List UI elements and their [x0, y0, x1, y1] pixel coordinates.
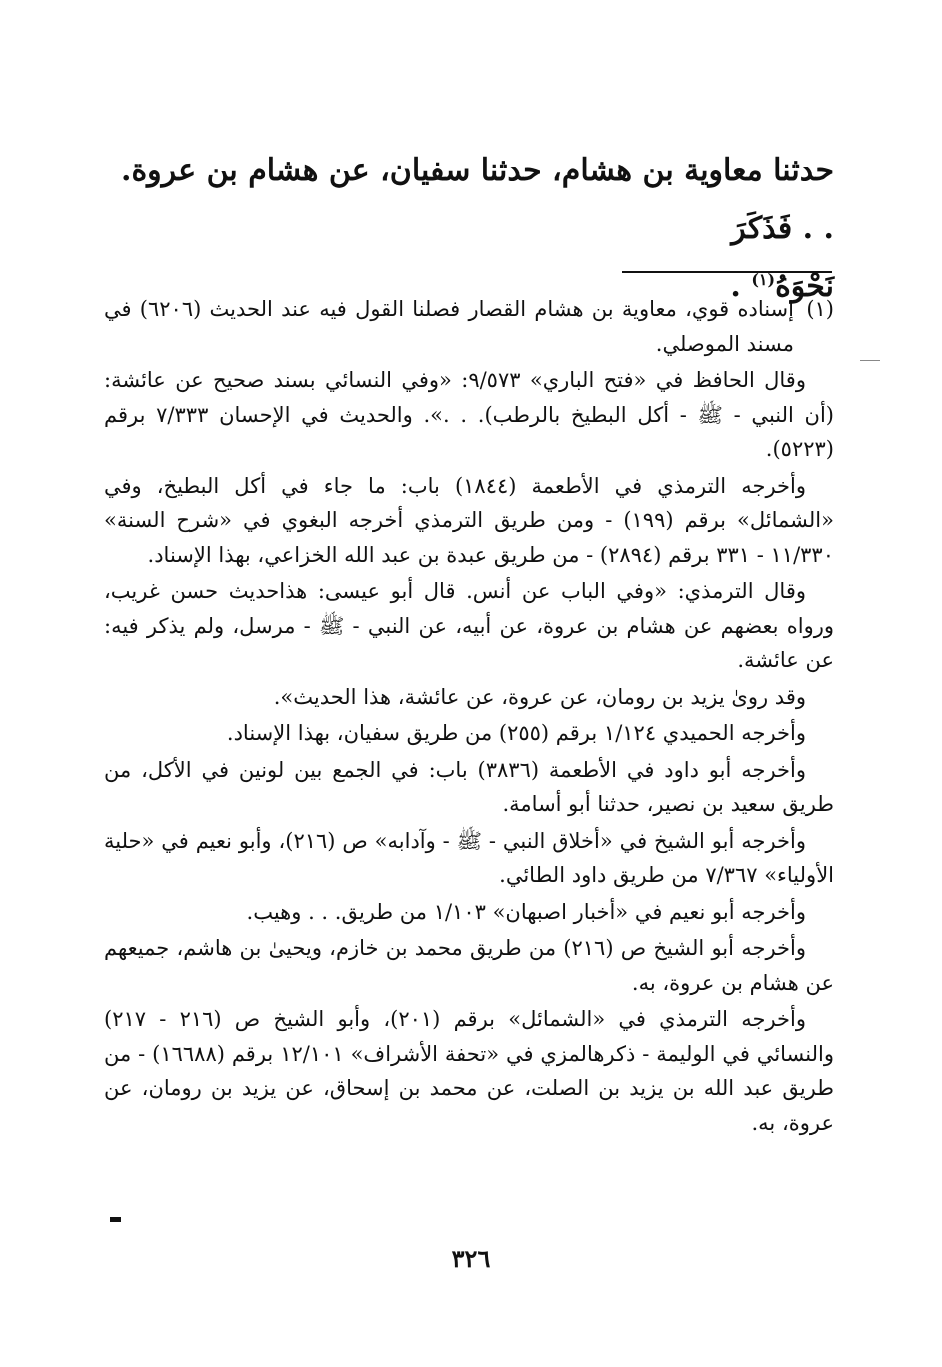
footnote-paragraph: وأخرجه الترمذي في الأطعمة (١٨٤٤) باب: ما جاء في أكل البطيخ، وفي «الشمائل» برقم (١٩٩) - ومن طريق الترمذي أخرجه البغوي في «شرح السنة» ١١/٣٣٠ - ٣٣١ برقم (٢٨٩٤) - من طريق عبدة بن عبد الله الخزاعي، بهذا الإسناد.: [104, 473, 834, 567]
page-number: ٣٢٦: [451, 1244, 491, 1273]
margin-mark: [110, 1217, 121, 1222]
footnote-number: (١): [806, 297, 834, 321]
scan-speck: [860, 360, 880, 361]
footnote-separator: [622, 271, 832, 273]
main-text-word: نَحْوَهُ: [775, 269, 834, 304]
footnote-1-text: إسناده قوي، معاوية بن هشام القصار فصلنا القول فيه عند الحديث (٦٢٠٦) في مسند الموصلي.: [104, 297, 794, 356]
main-text-line-1: حدثنا معاوية بن هشام، حدثنا سفيان، عن هشام بن عروة. . . فَذَكَرَ: [121, 153, 834, 246]
footnote-1: [104, 292, 834, 361]
footnote-paragraph: وقال الترمذي: «وفي الباب عن أنس. قال أبو عيسى: هذاحديث حسن غريب، ورواه بعضهم عن هشام بن عروة، عن أبيه، عن النبي - ﷺ - مرسل، ولم يذكر فيه: عن عائشة.: [104, 579, 834, 672]
footnote-paragraph: وأخرجه الحميدي ١/١٢٤ برقم (٢٥٥) من طريق سفيان، بهذا الإسناد.: [226, 721, 806, 745]
footnote-paragraph: وأخرجه أبو داود في الأطعمة (٣٨٣٦) باب: في الجمع بين لونين في الأكل، من طريق سعيد بن نصير، حدثنا أبو أسامة.: [104, 757, 834, 816]
footnotes: [104, 292, 834, 1142]
footnote-paragraph: وأخرجه الترمذي في «الشمائل» برقم (٢٠١)، وأبو الشيخ ص (٢١٦ - ٢١٧) والنسائي في الوليمة - ذكرهالمزي في «تحفة الأشراف» ١٢/١٠١ برقم (١٦٦٨٨) - من طريق عبد الله بن يزيد بن الصلت، عن محمد بن إسحاق، عن يزيد بن رومان، عن عروة، به.: [104, 1007, 835, 1135]
footnote-paragraph: وأخرجه أبو نعيم في «أخبار اصبهان» ١/١٠٣ من طريق. . . وهيب.: [246, 899, 806, 924]
footnote-paragraph: وأخرجه أبو الشيخ في «أخلاق النبي - ﷺ - وآدابه» ص (٢١٦)، وأبو نعيم في «حلية الأولياء» ٧/٣٦٧ من طريق داود الطائي.: [104, 828, 834, 887]
footnote-paragraph: وقد روىٰ يزيد بن رومان، عن عروة، عن عائشة، هذا الحديث».: [273, 684, 806, 709]
footnote-paragraph: وقال الحافظ في «فتح الباري» ٩/٥٧٣: «وفي النسائي بسند صحيح عن عائشة: (أن النبي - ﷺ - أكل البطيخ بالرطب). . .». والحديث في الإحسان ٧/٣٣٣ برقم (٥٢٢٣).: [104, 368, 834, 461]
footnote-reference: (١): [751, 270, 776, 289]
main-text: [104, 142, 834, 316]
main-text-end: .: [730, 269, 752, 304]
footnote-paragraph: وأخرجه أبو الشيخ ص (٢١٦) من طريق محمد بن خازم، ويحيىٰ بن هاشم، جميعهم عن هشام بن عروة، به.: [104, 936, 834, 995]
